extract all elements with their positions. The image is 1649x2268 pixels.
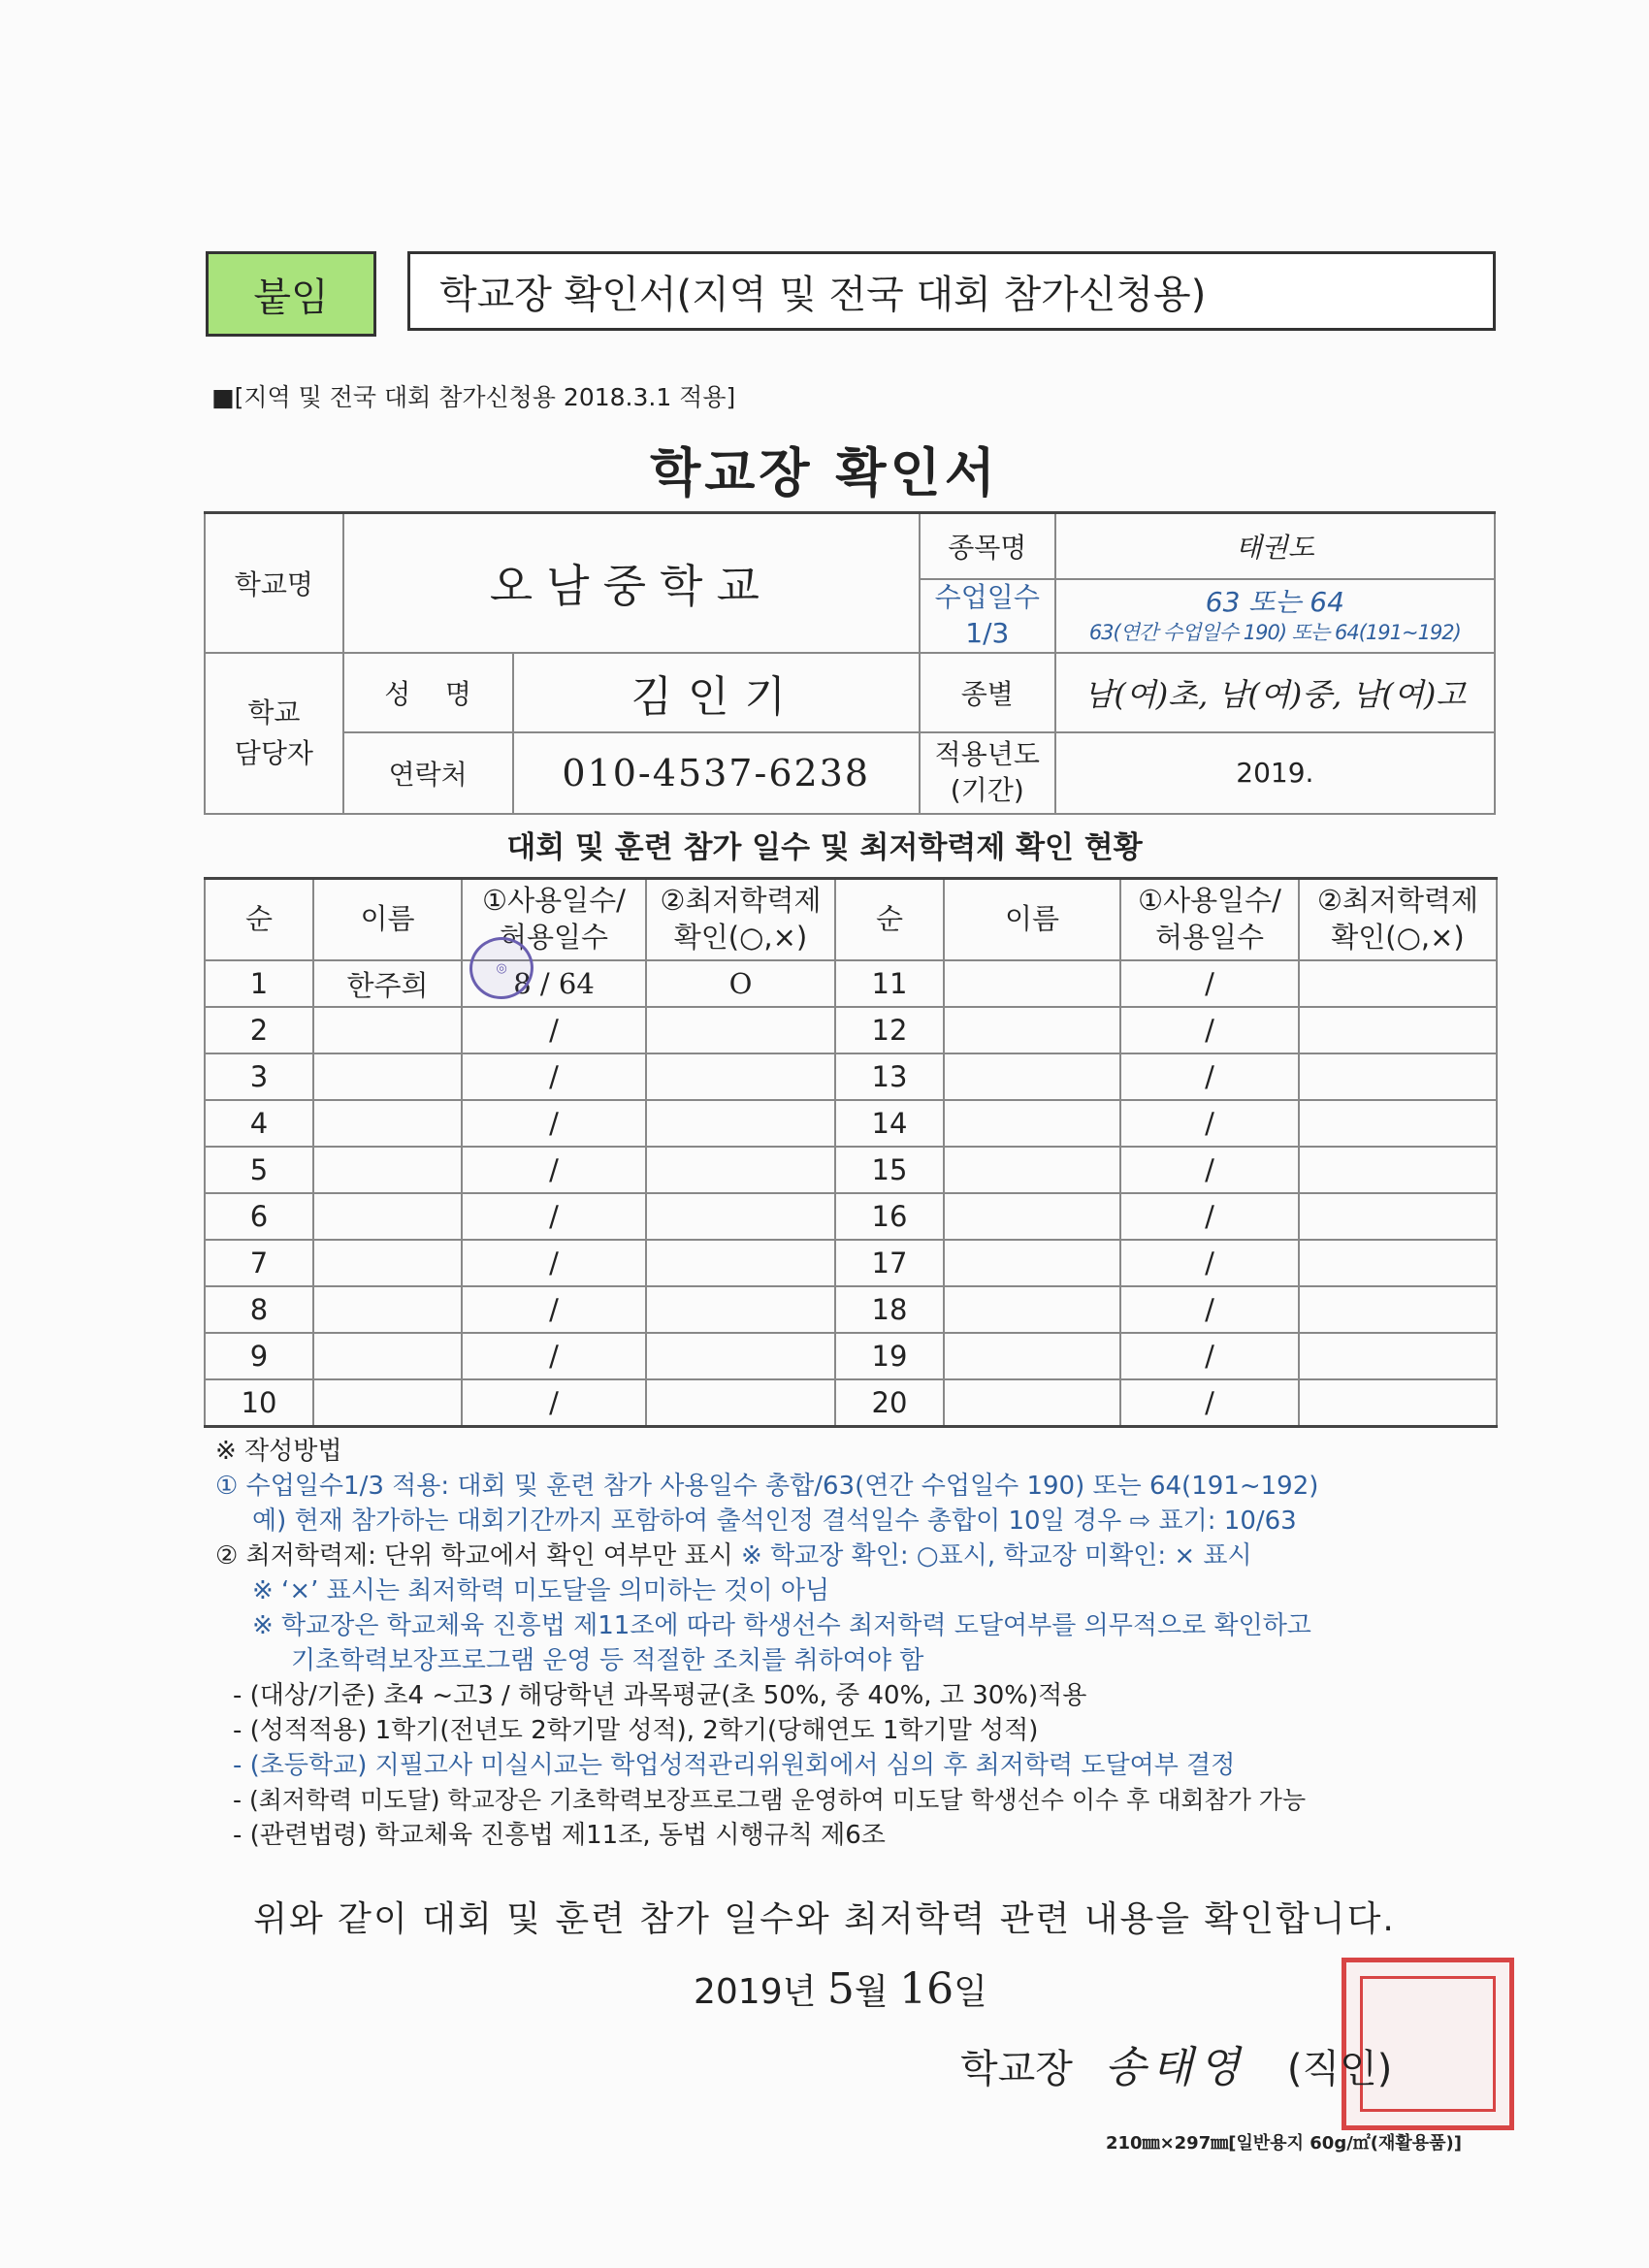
cell-num: 2 xyxy=(205,1007,313,1053)
school-name-value: 오남중학교 xyxy=(343,513,920,653)
cell-num: 8 xyxy=(205,1286,313,1333)
cell-name xyxy=(313,1240,462,1286)
cell-check xyxy=(646,1007,835,1053)
col-check-line2: 확인(○,×) xyxy=(673,921,808,954)
note-line-9: - (초등학교) 지필고사 미실시교는 학업성적관리위원회에서 심의 후 최저학력 도달여부 결정 xyxy=(233,1751,1236,1780)
cell-days-2: / xyxy=(1120,1379,1299,1427)
cell-name-2 xyxy=(944,1193,1120,1240)
attachment-badge: 붙임 xyxy=(206,251,376,337)
col-days-line1: ①사용일수/ xyxy=(482,884,626,918)
cell-name xyxy=(313,1053,462,1100)
cell-days: / xyxy=(462,1286,646,1333)
principal-signature-line xyxy=(960,2032,1392,2094)
table-row xyxy=(205,1379,1497,1427)
note-line-3-b: ※ 학교장 확인: ○표시, 학교장 미확인: × 표시 xyxy=(741,1541,1252,1571)
cell-name xyxy=(313,1379,462,1427)
cell-check: O xyxy=(646,960,835,1007)
cell-name-2 xyxy=(944,1147,1120,1193)
cell-num-2: 18 xyxy=(835,1286,944,1333)
participation-table xyxy=(204,877,1498,1428)
cell-num-2: 16 xyxy=(835,1193,944,1240)
cell-days-2: / xyxy=(1120,960,1299,1007)
sport-value: 태권도 xyxy=(1055,513,1495,579)
cell-name-2 xyxy=(944,1240,1120,1286)
cell-name-2 xyxy=(944,1379,1120,1427)
cell-days-2: / xyxy=(1120,1240,1299,1286)
date-month-unit: 월 xyxy=(854,1972,889,2012)
cell-name xyxy=(313,1286,462,1333)
cell-days: / xyxy=(462,1053,646,1100)
note-line-1: ① 수업일수1/3 적용: 대회 및 훈련 참가 사용일수 총합/63(연간 수업일수 190) 또는 64(191~192) xyxy=(215,1472,1319,1501)
note-line-4: ※ ‘×’ 표시는 최저학력 미도달을 의미하는 것이 아님 xyxy=(252,1576,830,1605)
note-line-3 xyxy=(215,1539,1496,1573)
cell-days: / xyxy=(462,1100,646,1147)
cell-num-2: 11 xyxy=(835,960,944,1007)
cell-check-2 xyxy=(1299,1007,1497,1053)
col-check xyxy=(646,879,835,961)
closing-statement: 위와 같이 대회 및 훈련 참가 일수와 최저학력 관련 내용을 확인합니다. xyxy=(253,1899,1396,1939)
cell-check-2 xyxy=(1299,1379,1497,1427)
class-days-label xyxy=(920,579,1055,653)
cell-check xyxy=(646,1333,835,1379)
note-line-6: 기초학력보장프로그램 운영 등 적절한 조치를 취하여야 함 xyxy=(291,1646,924,1675)
cell-days: / xyxy=(462,1240,646,1286)
cell-name-2 xyxy=(944,1007,1120,1053)
cell-days-2: / xyxy=(1120,1193,1299,1240)
cell-check xyxy=(646,1193,835,1240)
year-label-line1: 적용년도 xyxy=(934,738,1040,771)
cell-days-2: / xyxy=(1120,1147,1299,1193)
cell-days: / xyxy=(462,1147,646,1193)
cell-check-2 xyxy=(1299,1193,1497,1240)
table-row xyxy=(205,1100,1497,1147)
table-row xyxy=(205,960,1497,1007)
contact-value: 010-4537-6238 xyxy=(513,732,920,814)
col-days-line2: 허용일수 xyxy=(499,921,609,954)
year-value: 2019. xyxy=(1055,732,1495,814)
cell-name xyxy=(313,1100,462,1147)
col-name-2: 이름 xyxy=(944,879,1120,961)
cell-num: 10 xyxy=(205,1379,313,1427)
note-line-7: - (대상/기준) 초4 ~고3 / 해당학년 과목평균(초 50%, 중 40%, 고 30%)적용 xyxy=(233,1681,1087,1710)
cell-days: / xyxy=(462,1333,646,1379)
participation-subtitle: 대회 및 훈련 참가 일수 및 최저학력제 확인 현황 xyxy=(506,830,1143,865)
col-check-line1: ②최저학력제 xyxy=(660,884,822,918)
note-line-2: 예) 현재 참가하는 대회기간까지 포함하여 출석인정 결석일수 총합이 10일 경우 ⇨ 표기: 10/63 xyxy=(252,1507,1297,1536)
class-days-label-line2: 1/3 xyxy=(965,616,1010,649)
school-info-table xyxy=(204,511,1496,815)
cell-num: 3 xyxy=(205,1053,313,1100)
date-day-unit: 일 xyxy=(954,1972,987,2012)
cell-check-2 xyxy=(1299,960,1497,1007)
cell-days: 8 / 64 xyxy=(462,960,646,1007)
cell-check xyxy=(646,1286,835,1333)
staff-label-line2: 담당자 xyxy=(234,736,313,769)
cell-name-2 xyxy=(944,1053,1120,1100)
cell-num: 6 xyxy=(205,1193,313,1240)
name-value: 김인기 xyxy=(513,653,920,732)
table-row xyxy=(205,1333,1497,1379)
document-title: 학교장 확인서(지역 및 전국 대회 참가신청용) xyxy=(407,251,1496,331)
cell-name-2 xyxy=(944,1100,1120,1147)
table-row xyxy=(205,1053,1497,1100)
col-check-2-line1: ②최저학력제 xyxy=(1316,884,1479,918)
cell-num-2: 12 xyxy=(835,1007,944,1053)
table-row xyxy=(205,1147,1497,1193)
cell-num: 9 xyxy=(205,1333,313,1379)
cell-name xyxy=(313,1333,462,1379)
instructions xyxy=(215,1434,1496,1853)
category-value: 남(여)초, 남(여)중, 남(여)고 xyxy=(1055,653,1495,732)
school-name-label: 학교명 xyxy=(205,513,343,653)
date-month: 5 xyxy=(826,1964,855,2014)
note-line-8: - (성적적용) 1학기(전년도 2학기말 성적), 2학기(당해연도 1학기말 성적) xyxy=(233,1716,1039,1745)
cell-days: / xyxy=(462,1007,646,1053)
cell-name: 한주희 xyxy=(313,960,462,1007)
cell-days: / xyxy=(462,1193,646,1240)
cell-name xyxy=(313,1193,462,1240)
notes-heading: ※ 작성방법 xyxy=(215,1437,342,1466)
note-line-5: ※ 학교장은 학교체육 진흥법 제11조에 따라 학생선수 최저학력 도달여부를 의무적으로 확인하고 xyxy=(252,1611,1311,1640)
cell-check xyxy=(646,1147,835,1193)
cell-num-2: 17 xyxy=(835,1240,944,1286)
seal-label: (직인) xyxy=(1286,2047,1393,2091)
cell-days-2: / xyxy=(1120,1007,1299,1053)
table-row xyxy=(205,1193,1497,1240)
cell-num: 5 xyxy=(205,1147,313,1193)
cell-days-2: / xyxy=(1120,1333,1299,1379)
cell-name-2 xyxy=(944,960,1120,1007)
cell-days-2: / xyxy=(1120,1053,1299,1100)
staff-label xyxy=(205,653,343,814)
cell-check xyxy=(646,1240,835,1286)
main-title: 학교장 확인서 xyxy=(650,442,999,503)
cell-num-2: 13 xyxy=(835,1053,944,1100)
cell-num-2: 15 xyxy=(835,1147,944,1193)
col-days-2-line2: 허용일수 xyxy=(1154,921,1265,954)
cell-check xyxy=(646,1100,835,1147)
cell-name-2 xyxy=(944,1333,1120,1379)
note-line-10: - (최저학력 미도달) 학교장은 기초학력보장프로그램 운영하여 미도달 학생선수 이수 후 대회참가 가능 xyxy=(233,1786,1307,1814)
cell-check xyxy=(646,1053,835,1100)
cell-days: / xyxy=(462,1379,646,1427)
cell-days-2: / xyxy=(1120,1100,1299,1147)
cell-check-2 xyxy=(1299,1147,1497,1193)
staff-label-line1: 학교 xyxy=(247,696,301,729)
date-day: 16 xyxy=(899,1964,954,2014)
year-label xyxy=(920,732,1055,814)
col-check-2-line2: 확인(○,×) xyxy=(1331,921,1465,954)
note-line-11: - (관련법령) 학교체육 진흥법 제11조, 동법 시행규칙 제6조 xyxy=(233,1821,886,1850)
cell-num: 7 xyxy=(205,1240,313,1286)
form-subheading: ■[지역 및 전국 대회 참가신청용 2018.3.1 적용] xyxy=(211,383,736,411)
col-name: 이름 xyxy=(313,879,462,961)
table-row xyxy=(205,1007,1497,1053)
principal-label: 학교장 xyxy=(960,2047,1073,2091)
cell-num-2: 20 xyxy=(835,1379,944,1427)
table-row xyxy=(205,1286,1497,1333)
col-days-2 xyxy=(1120,879,1299,961)
col-check-2 xyxy=(1299,879,1497,961)
date-year: 2019년 xyxy=(694,1972,817,2012)
cell-check-2 xyxy=(1299,1240,1497,1286)
col-days-2-line1: ①사용일수/ xyxy=(1138,884,1281,918)
paper-spec: 210㎜×297㎜[일반용지 60g/㎡(재활용품)] xyxy=(1106,2133,1463,2154)
cell-check-2 xyxy=(1299,1100,1497,1147)
col-no-2: 순 xyxy=(835,879,944,961)
approval-stamp: ◎ xyxy=(465,932,538,1004)
class-days-label-line1: 수업일수 xyxy=(934,581,1040,614)
table-row xyxy=(205,1240,1497,1286)
cell-name xyxy=(313,1147,462,1193)
sport-label: 종목명 xyxy=(920,513,1055,579)
cell-check xyxy=(646,1379,835,1427)
class-days-value xyxy=(1055,579,1495,653)
cell-num-2: 14 xyxy=(835,1100,944,1147)
class-days-value-line1: 63 또는 64 xyxy=(1205,585,1344,618)
principal-signature: 송태영 xyxy=(1104,2043,1246,2092)
cell-check-2 xyxy=(1299,1333,1497,1379)
year-label-line2: (기간) xyxy=(950,773,1024,806)
cell-days-2: / xyxy=(1120,1286,1299,1333)
contact-label: 연락처 xyxy=(343,732,513,814)
cell-num: 4 xyxy=(205,1100,313,1147)
name-label: 성 명 xyxy=(343,653,513,732)
cell-num-2: 19 xyxy=(835,1333,944,1379)
cell-name-2 xyxy=(944,1286,1120,1333)
class-days-value-line2: 63(연간 수업일수 190) 또는 64(191~192) xyxy=(1088,621,1461,645)
cell-name xyxy=(313,1007,462,1053)
col-no: 순 xyxy=(205,879,313,961)
date-line xyxy=(694,1964,987,2014)
cell-check-2 xyxy=(1299,1053,1497,1100)
note-line-3-a: ② 최저학력제: 단위 학교에서 확인 여부만 표시 xyxy=(215,1541,742,1571)
cell-num: 1 xyxy=(205,960,313,1007)
cell-check-2 xyxy=(1299,1286,1497,1333)
category-label: 종별 xyxy=(920,653,1055,732)
